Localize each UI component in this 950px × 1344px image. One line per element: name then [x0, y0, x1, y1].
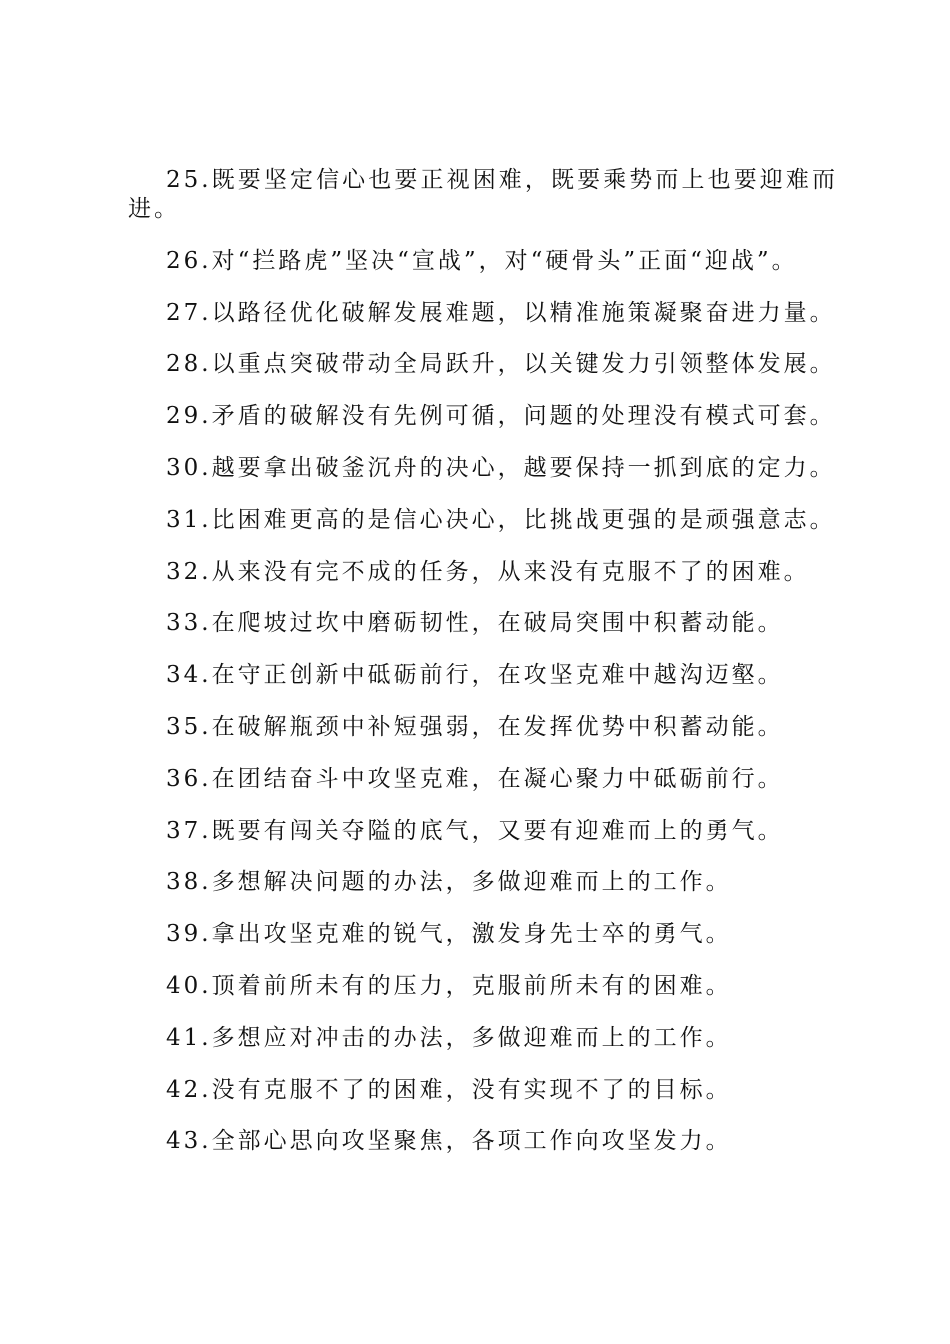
list-item: 39.拿出攻坚克难的锐气，激发身先士卒的勇气。: [166, 921, 732, 948]
list-item: 38.多想解决问题的办法，多做迎难而上的工作。: [166, 869, 732, 896]
list-item: 34.在守正创新中砥砺前行，在攻坚克难中越沟迈壑。: [166, 662, 784, 689]
list-item: 37.既要有闯关夺隘的底气，又要有迎难而上的勇气。: [166, 817, 784, 844]
list-item: 33.在爬坡过坎中磨砺韧性，在破局突围中积蓄动能。: [166, 610, 784, 637]
list-item: 35.在破解瓶颈中补短强弱，在发挥优势中积蓄动能。: [166, 713, 784, 740]
list-item: 36.在团结奋斗中攻坚克难，在凝心聚力中砥砺前行。: [166, 765, 784, 792]
list-item: 26.对“拦路虎”坚决“宣战”，对“硬骨头”正面“迎战”。: [166, 247, 798, 274]
list-item: 30.越要拿出破釜沉舟的决心，越要保持一抓到底的定力。: [166, 454, 836, 481]
list-item: 29.矛盾的破解没有先例可循，问题的处理没有模式可套。: [166, 403, 836, 430]
list-item: 42.没有克服不了的困难，没有实现不了的目标。: [166, 1076, 732, 1103]
list-item: 27.以路径优化破解发展难题，以精准施策凝聚奋进力量。: [166, 299, 836, 326]
list-item: 41.多想应对冲击的办法，多做迎难而上的工作。: [166, 1024, 732, 1051]
list-item: 32.从来没有完不成的任务，从来没有克服不了的困难。: [166, 558, 810, 585]
list-item: 43.全部心思向攻坚聚焦，各项工作向攻坚发力。: [166, 1128, 732, 1155]
list-item: 28.以重点突破带动全局跃升，以关键发力引领整体发展。: [166, 351, 836, 378]
list-item: 25.既要坚定信心也要正视困难，既要乘势而上也要迎难而进。: [128, 167, 838, 222]
list-item: 40.顶着前所未有的压力，克服前所未有的困难。: [166, 972, 732, 999]
list-item: 31.比困难更高的是信心决心，比挑战更强的是顽强意志。: [166, 506, 836, 533]
document-body: [128, 166, 838, 1179]
